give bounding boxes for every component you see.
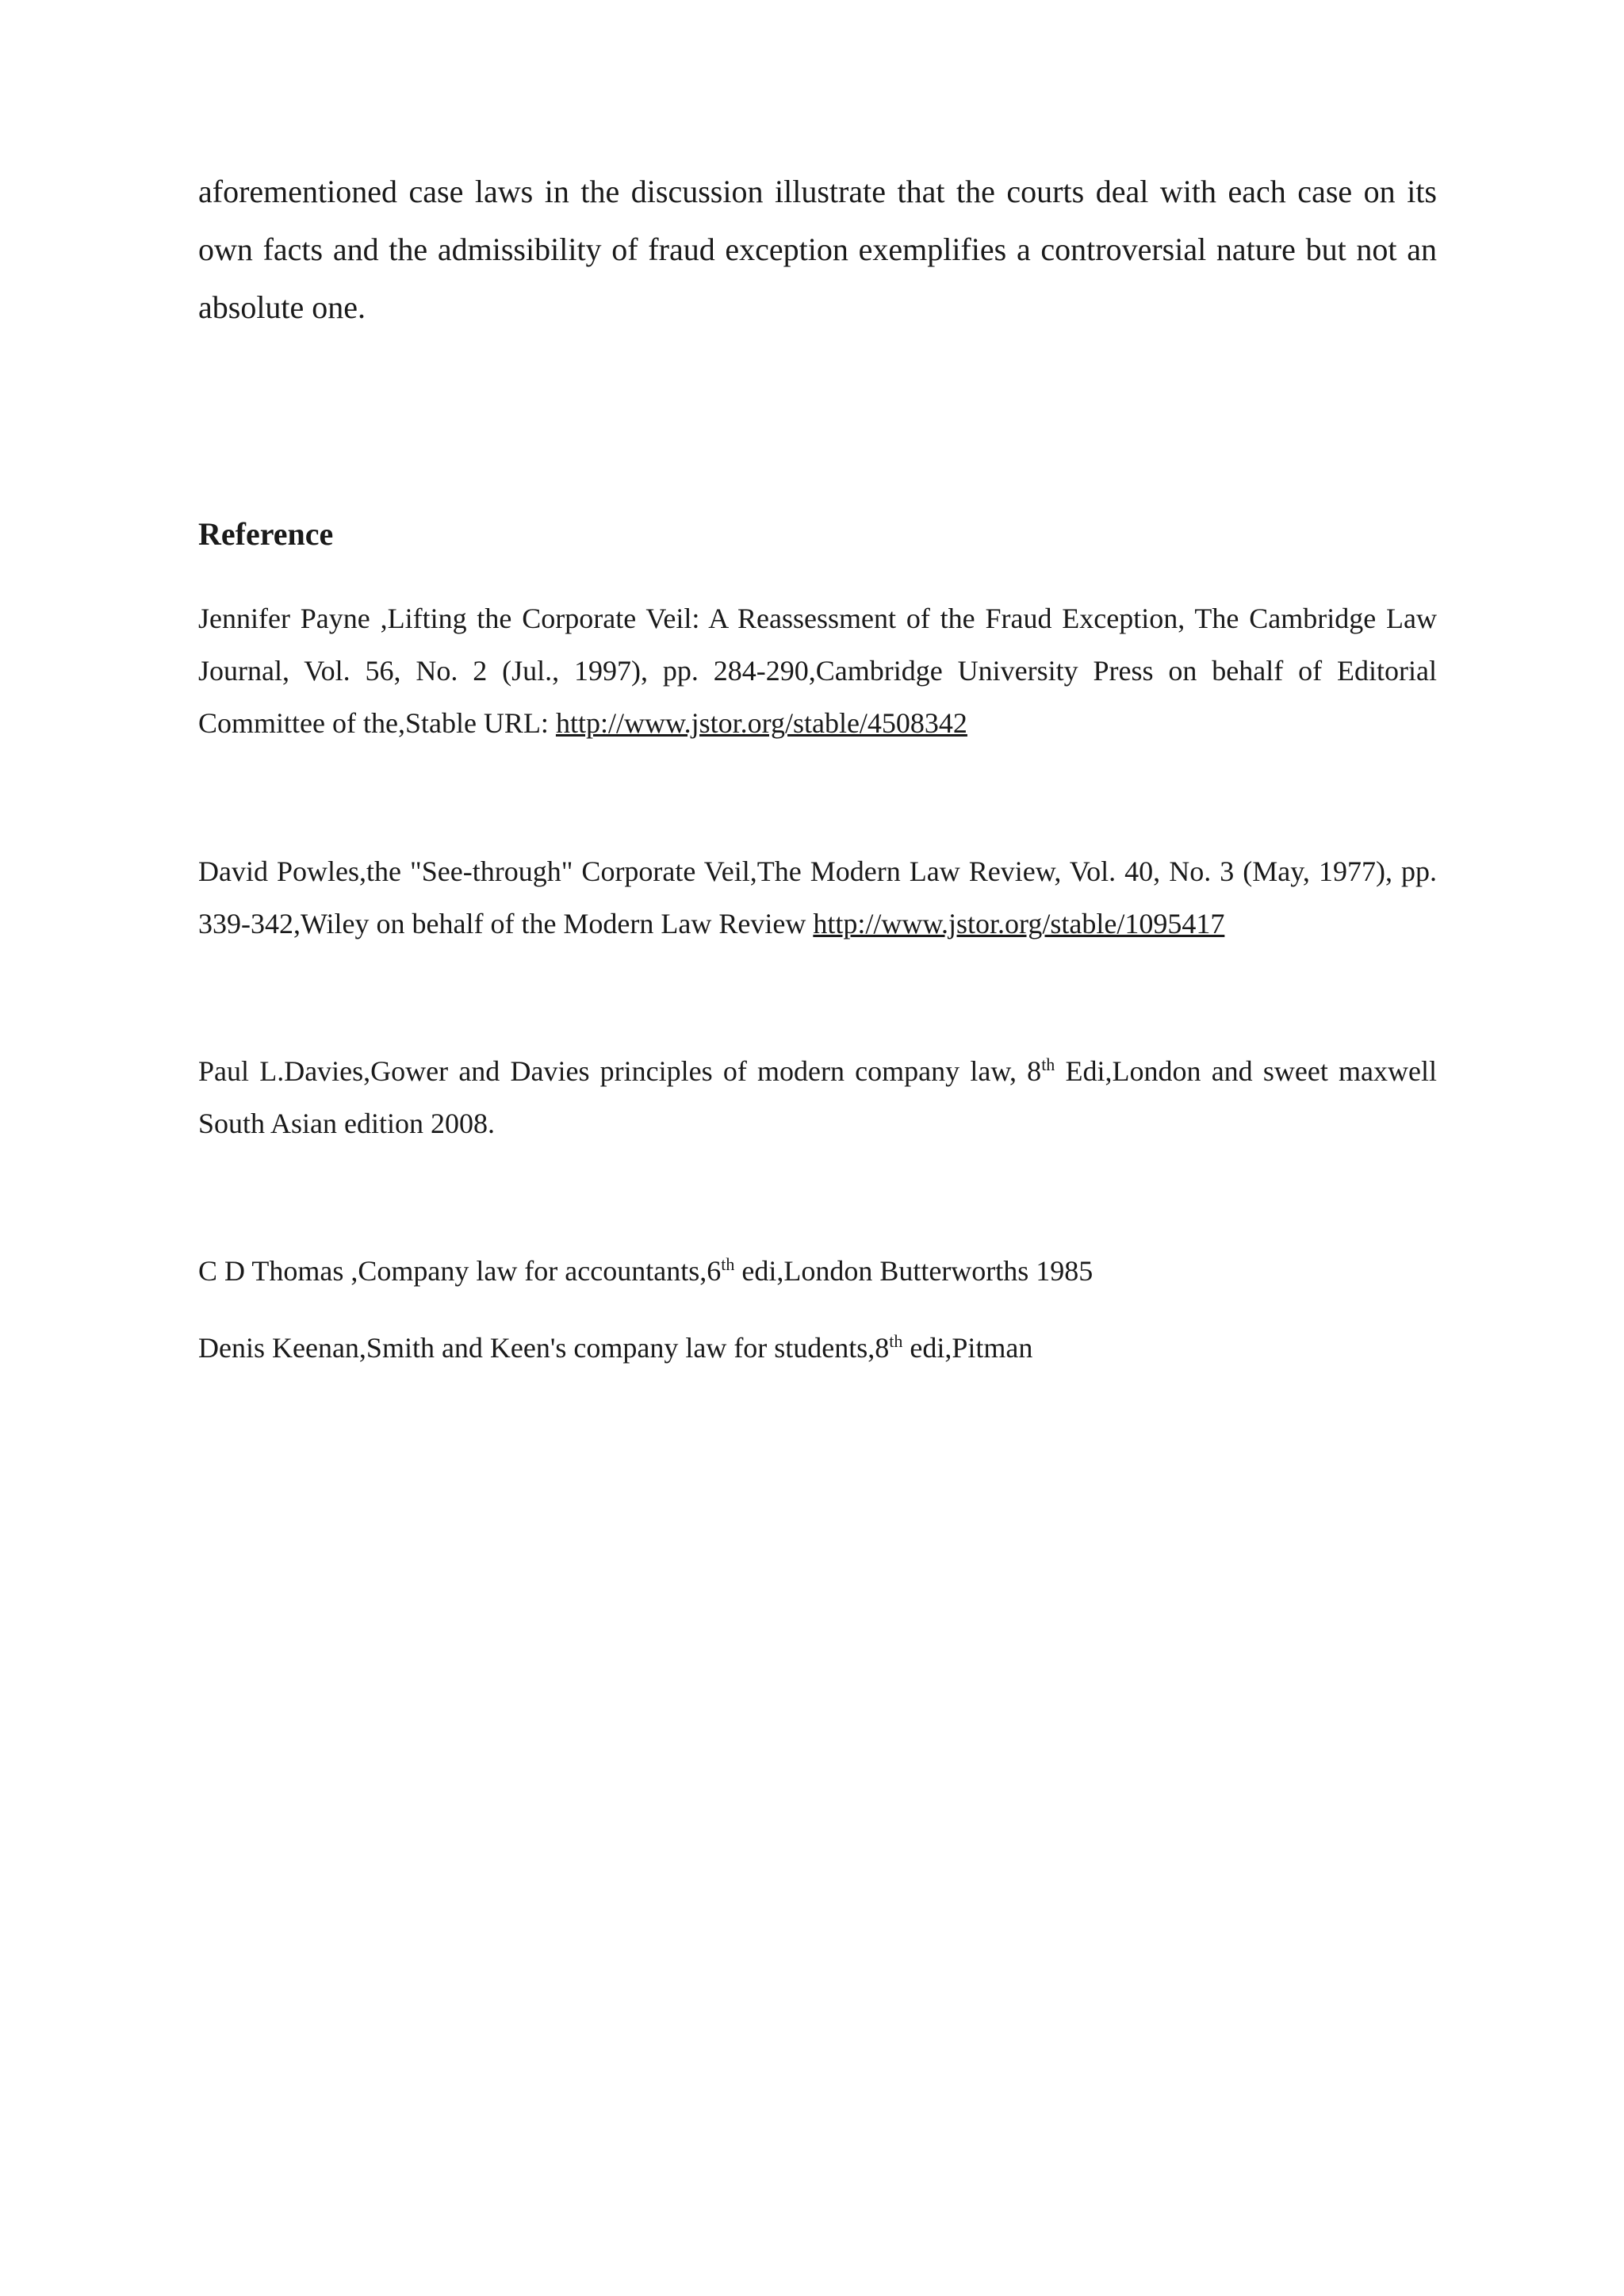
reference-text: Denis Keenan,Smith and Keen's company law for students,8 (198, 1332, 890, 1364)
reference-item (198, 592, 1437, 749)
reference-link[interactable]: http://www.jstor.org/stable/4508342 (555, 707, 967, 739)
reference-item (198, 1245, 1437, 1297)
reference-text: David Powles,the "See-through" Corporate Veil,The Modern Law Review, Vol. 40, No. 3 (May, 1977), pp. 339-342,Wiley on behalf of the Modern Law Review (198, 855, 1437, 939)
reference-item (198, 1322, 1437, 1374)
ordinal-superscript: th (1041, 1054, 1055, 1074)
body-paragraph: aforementioned case laws in the discussion illustrate that the courts deal with each case on its own facts and the admissibility of fraud exception exemplifies a controversial nature but not an absolute one. (198, 174, 1437, 325)
reference-text: edi,Pitman (902, 1332, 1033, 1364)
ordinal-superscript: th (721, 1254, 735, 1274)
reference-heading: Reference (198, 516, 334, 552)
reference-item (198, 845, 1437, 950)
reference-item (198, 1045, 1437, 1150)
reference-text: Jennifer Payne ,Lifting the Corporate Veil: A Reassessment of the Fraud Exception, The Cambridge Law Journal, Vol. 56, No. 2 (Jul., 1997), pp. 284-290,Cambridge University Press on behalf of Editorial Committee of the,Stable URL: (198, 603, 1437, 739)
reference-text: C D Thomas ,Company law for accountants,6 (198, 1255, 722, 1287)
reference-text: Edi,London and sweet maxwell South Asian edition 2008. (198, 1055, 1437, 1139)
reference-text: edi,London Butterworths 1985 (734, 1255, 1094, 1287)
ordinal-superscript: th (889, 1331, 903, 1351)
reference-link[interactable]: http://www.jstor.org/stable/1095417 (813, 908, 1225, 939)
reference-text: Paul L.Davies,Gower and Davies principles of modern company law, 8 (198, 1055, 1042, 1087)
